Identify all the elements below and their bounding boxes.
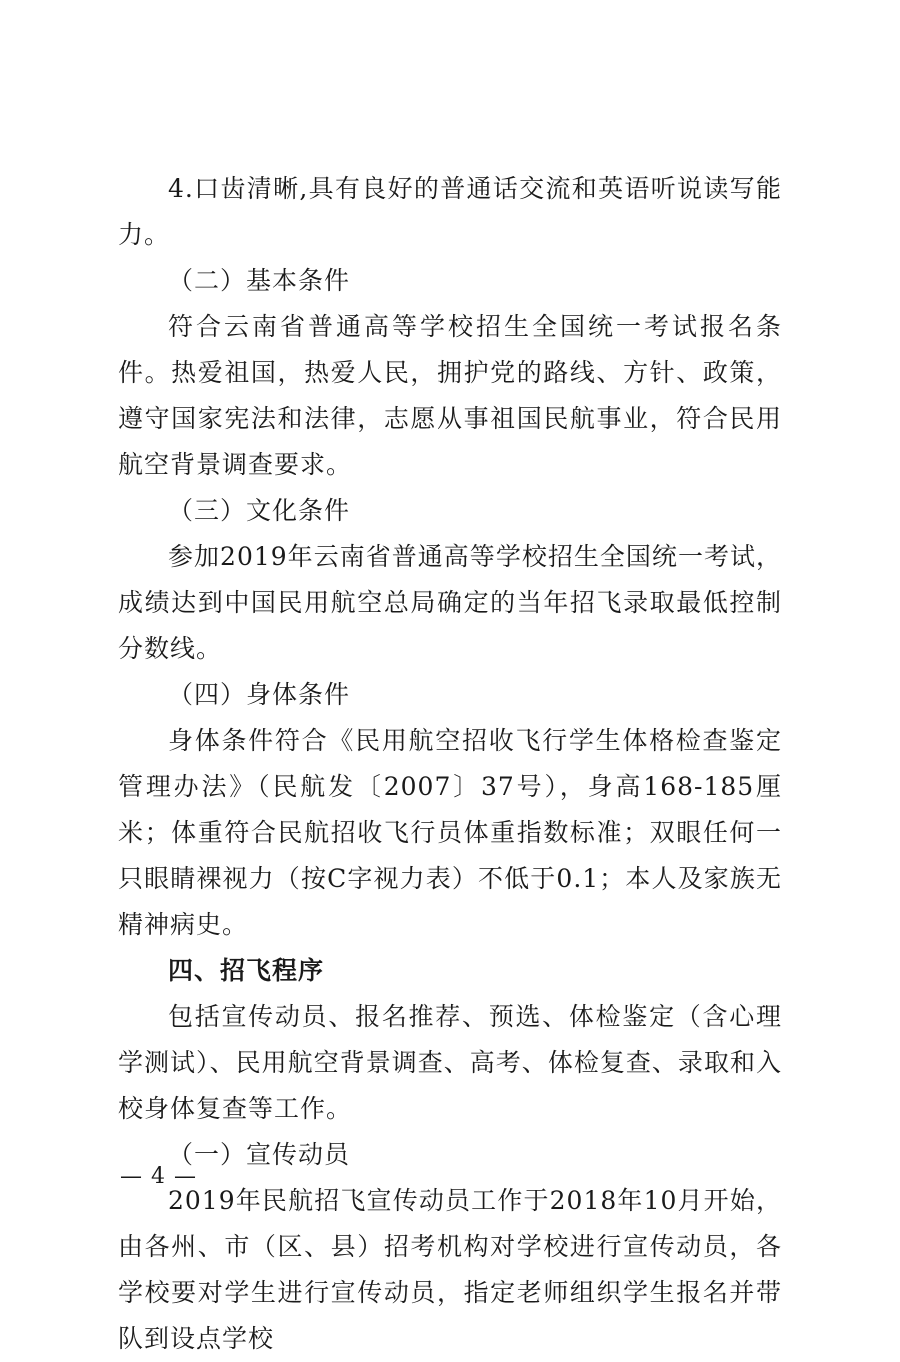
subheading-publicity: （一）宣传动员: [168, 1140, 351, 1169]
page-number: — 4 —: [120, 1164, 197, 1189]
paragraph-recruitment-procedure: 包括宣传动员、报名推荐、预选、体检鉴定（含心理学测试）、民用航空背景调查、高考、体检复查、录取和入校身体复查等工作。: [118, 1002, 782, 1123]
subheading-cultural-conditions: （三）文化条件: [168, 496, 351, 525]
document-body: [118, 166, 782, 1362]
subheading-basic-conditions: （二）基本条件: [168, 266, 351, 295]
paragraph-language-ability: 4.口齿清晰,具有良好的普通话交流和英语听说读写能力。: [118, 174, 782, 249]
paragraph-basic-conditions: 符合云南省普通高等学校招生全国统一考试报名条件。热爱祖国，热爱人民，拥护党的路线、方针、政策，遵守国家宪法和法律，志愿从事祖国民航事业，符合民用航空背景调查要求。: [118, 312, 782, 479]
paragraph-physical-conditions: 身体条件符合《民用航空招收飞行学生体格检查鉴定管理办法》（民航发〔2007〕37号），身高168-185厘米；体重符合民航招收飞行员体重指数标准；双眼任何一只眼睛裸视力（按C字视力表）不低于0.1；本人及家族无精神病史。: [118, 726, 782, 939]
paragraph-publicity: 2019年民航招飞宣传动员工作于2018年10月开始，由各州、市（区、县）招考机构对学校进行宣传动员，各学校要对学生进行宣传动员，指定老师组织学生报名并带队到设点学校: [118, 1186, 782, 1353]
subheading-physical-conditions: （四）身体条件: [168, 680, 351, 709]
paragraph-cultural-conditions: 参加2019年云南省普通高等学校招生全国统一考试，成绩达到中国民用航空总局确定的当年招飞录取最低控制分数线。: [118, 542, 782, 663]
section-heading-recruitment-procedure: 四、招飞程序: [168, 956, 325, 985]
